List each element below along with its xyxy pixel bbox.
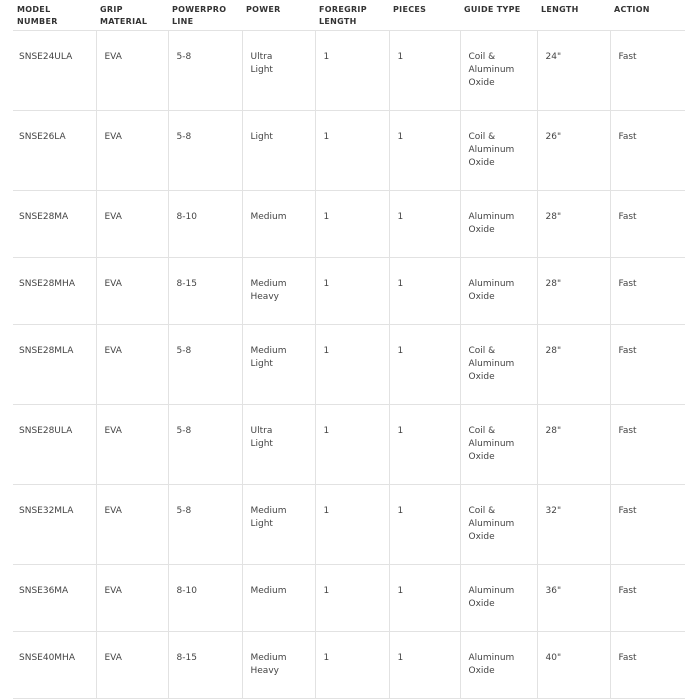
table-row	[13, 324, 685, 404]
cell-foregrip-length: 1	[315, 484, 389, 564]
cell-length: 28"	[537, 404, 610, 484]
cell-grip-material: EVA	[96, 110, 168, 190]
cell-action: Fast	[610, 404, 685, 484]
cell-pieces: 1	[389, 564, 460, 631]
cell-action: Fast	[610, 110, 685, 190]
cell-pieces: 1	[389, 110, 460, 190]
cell-length: 32"	[537, 484, 610, 564]
cell-powerpro-line: 8-15	[168, 257, 242, 324]
header-foregrip-length: FOREGRIP LENGTH	[319, 5, 367, 26]
cell-foregrip-length: 1	[315, 631, 389, 698]
table-row	[13, 631, 685, 698]
cell-pieces: 1	[389, 404, 460, 484]
cell-powerpro-line: 5-8	[168, 324, 242, 404]
cell-foregrip-length: 1	[315, 564, 389, 631]
table-row	[13, 484, 685, 564]
cell-action: Fast	[610, 324, 685, 404]
cell-model-number: SNSE28MHA	[13, 257, 96, 324]
cell-action: Fast	[610, 564, 685, 631]
table-row	[13, 110, 685, 190]
cell-action: Fast	[610, 257, 685, 324]
cell-guide-type: Aluminum Oxide	[460, 564, 537, 631]
cell-length: 24"	[537, 30, 610, 110]
cell-powerpro-line: 8-15	[168, 631, 242, 698]
cell-power: Medium	[242, 564, 315, 631]
cell-powerpro-line: 8-10	[168, 190, 242, 257]
cell-grip-material: EVA	[96, 324, 168, 404]
header-length: LENGTH	[541, 5, 579, 14]
cell-model-number: SNSE28MA	[13, 190, 96, 257]
cell-guide-type: Coil & Aluminum Oxide	[460, 484, 537, 564]
rod-specifications-table	[13, 0, 685, 699]
cell-foregrip-length: 1	[315, 110, 389, 190]
table-row	[13, 190, 685, 257]
cell-action: Fast	[610, 631, 685, 698]
cell-model-number: SNSE40MHA	[13, 631, 96, 698]
cell-power: Ultra Light	[242, 404, 315, 484]
header-guide-type: GUIDE TYPE	[464, 5, 521, 14]
cell-grip-material: EVA	[96, 484, 168, 564]
cell-pieces: 1	[389, 484, 460, 564]
cell-pieces: 1	[389, 257, 460, 324]
cell-foregrip-length: 1	[315, 324, 389, 404]
cell-power: Medium Light	[242, 484, 315, 564]
cell-action: Fast	[610, 30, 685, 110]
header-model-number: MODEL NUMBER	[17, 5, 58, 26]
cell-powerpro-line: 8-10	[168, 564, 242, 631]
cell-guide-type: Coil & Aluminum Oxide	[460, 30, 537, 110]
header-grip-material: GRIP MATERIAL	[100, 5, 148, 26]
cell-powerpro-line: 5-8	[168, 484, 242, 564]
table-header-row	[13, 0, 685, 30]
cell-grip-material: EVA	[96, 564, 168, 631]
cell-model-number: SNSE28ULA	[13, 404, 96, 484]
cell-power: Medium Heavy	[242, 631, 315, 698]
cell-length: 28"	[537, 257, 610, 324]
cell-pieces: 1	[389, 631, 460, 698]
cell-grip-material: EVA	[96, 631, 168, 698]
cell-model-number: SNSE26LA	[13, 110, 96, 190]
cell-length: 36"	[537, 564, 610, 631]
cell-power: Ultra Light	[242, 30, 315, 110]
cell-length: 26"	[537, 110, 610, 190]
header-power: POWER	[246, 5, 281, 14]
header-action: ACTION	[614, 5, 650, 14]
cell-foregrip-length: 1	[315, 257, 389, 324]
header-pieces: PIECES	[393, 5, 427, 14]
cell-grip-material: EVA	[96, 404, 168, 484]
cell-model-number: SNSE32MLA	[13, 484, 96, 564]
cell-grip-material: EVA	[96, 190, 168, 257]
table-row	[13, 404, 685, 484]
cell-guide-type: Coil & Aluminum Oxide	[460, 110, 537, 190]
cell-powerpro-line: 5-8	[168, 404, 242, 484]
cell-action: Fast	[610, 484, 685, 564]
cell-grip-material: EVA	[96, 257, 168, 324]
cell-model-number: SNSE28MLA	[13, 324, 96, 404]
cell-pieces: 1	[389, 324, 460, 404]
cell-guide-type: Coil & Aluminum Oxide	[460, 404, 537, 484]
cell-guide-type: Aluminum Oxide	[460, 631, 537, 698]
cell-model-number: SNSE24ULA	[13, 30, 96, 110]
cell-foregrip-length: 1	[315, 190, 389, 257]
cell-action: Fast	[610, 190, 685, 257]
cell-power: Medium Heavy	[242, 257, 315, 324]
cell-power: Medium Light	[242, 324, 315, 404]
cell-length: 28"	[537, 324, 610, 404]
cell-power: Medium	[242, 190, 315, 257]
cell-power: Light	[242, 110, 315, 190]
table-row	[13, 564, 685, 631]
cell-model-number: SNSE36MA	[13, 564, 96, 631]
cell-foregrip-length: 1	[315, 30, 389, 110]
table-row	[13, 30, 685, 110]
cell-guide-type: Aluminum Oxide	[460, 257, 537, 324]
header-powerpro-line: POWERPRO LINE	[172, 5, 227, 26]
table-row	[13, 257, 685, 324]
cell-pieces: 1	[389, 30, 460, 110]
cell-guide-type: Coil & Aluminum Oxide	[460, 324, 537, 404]
cell-pieces: 1	[389, 190, 460, 257]
cell-length: 28"	[537, 190, 610, 257]
cell-length: 40"	[537, 631, 610, 698]
cell-powerpro-line: 5-8	[168, 110, 242, 190]
cell-grip-material: EVA	[96, 30, 168, 110]
cell-foregrip-length: 1	[315, 404, 389, 484]
cell-guide-type: Aluminum Oxide	[460, 190, 537, 257]
cell-powerpro-line: 5-8	[168, 30, 242, 110]
